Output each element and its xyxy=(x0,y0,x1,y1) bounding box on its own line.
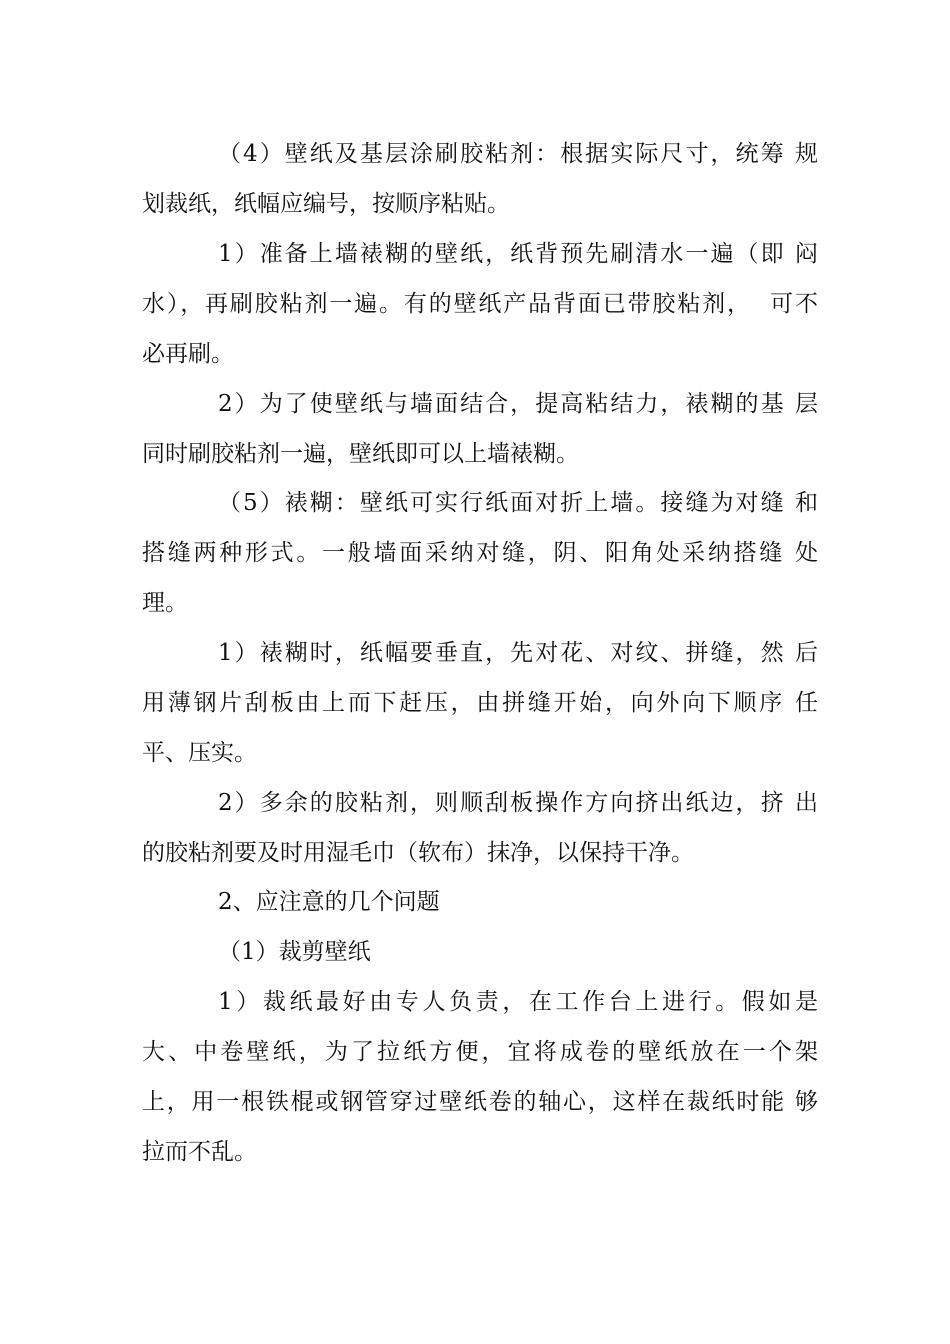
paragraph-line: 搭缝两种形式。一般墙面采纳对缝，阴、阳角处采纳搭缝 处 xyxy=(142,540,818,566)
paragraph-line: （5）裱糊：壁纸可实行纸面对折上墙。接缝为对缝 和 xyxy=(218,490,818,516)
paragraph-line: 1）准备上墙裱糊的壁纸，纸背预先刷清水一遍（即 闷 xyxy=(218,241,818,267)
paragraph-line: 平、压实。 xyxy=(142,740,257,766)
paragraph-line: 2）为了使壁纸与墙面结合，提高粘结力，裱糊的基 层 xyxy=(218,391,818,417)
paragraph-line: 的胶粘剂要及时用湿毛巾（软布）抹净，以保持干净。 xyxy=(142,840,694,866)
subsection-heading: （1）裁剪壁纸 xyxy=(218,939,371,965)
paragraph-line: 理。 xyxy=(142,590,188,616)
paragraph-line: 必再刷。 xyxy=(142,341,234,367)
paragraph-line: 拉而不乱。 xyxy=(142,1139,257,1165)
paragraph-line: 1）裁纸最好由专人负责，在工作台上进行。假如是 xyxy=(218,989,818,1015)
paragraph-line: 大、中卷壁纸，为了拉纸方便，宜将成卷的壁纸放在一个架 xyxy=(142,1039,818,1065)
paragraph-line: 水），再刷胶粘剂一遍。有的壁纸产品背面已带胶粘剂， 可不 xyxy=(142,291,818,317)
section-heading: 2、应注意的几个问题 xyxy=(218,889,440,915)
paragraph-line: 划裁纸，纸幅应编号，按顺序粘贴。 xyxy=(142,191,510,217)
paragraph-line: 同时刷胶粘剂一遍，壁纸即可以上墙裱糊。 xyxy=(142,441,579,467)
paragraph-line: （4）壁纸及基层涂刷胶粘剂：根据实际尺寸，统筹 规 xyxy=(218,141,818,167)
paragraph-line: 2）多余的胶粘剂，则顺刮板操作方向挤出纸边，挤 出 xyxy=(218,790,818,816)
paragraph-line: 上，用一根铁棍或钢管穿过壁纸卷的轴心，这样在裁纸时能 够 xyxy=(142,1089,818,1115)
paragraph-line: 1）裱糊时，纸幅要垂直，先对花、对纹、拼缝，然 后 xyxy=(218,640,818,666)
paragraph-line: 用薄钢片刮板由上而下赶压，由拼缝开始，向外向下顺序 任 xyxy=(142,690,818,716)
